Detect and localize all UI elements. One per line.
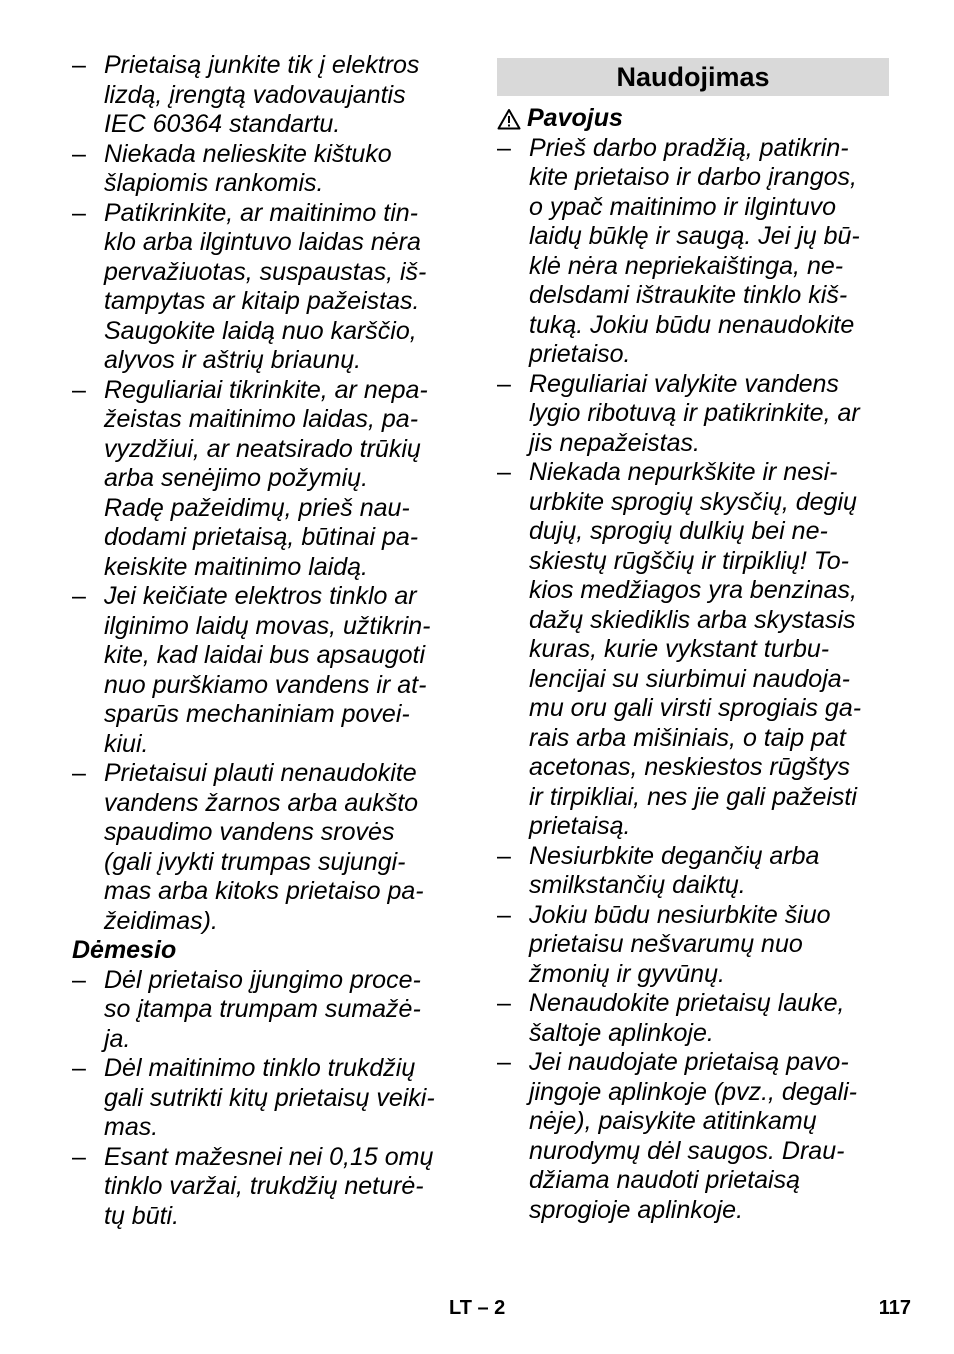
- right-column: [497, 58, 889, 1225]
- dash-bullet: –: [72, 1054, 86, 1082]
- list-item: [497, 989, 889, 1048]
- dash-bullet: –: [72, 198, 86, 227]
- dash-bullet: –: [497, 1048, 511, 1076]
- list-item: [72, 376, 464, 583]
- dash-bullet: –: [497, 458, 511, 486]
- dash-bullet: –: [72, 582, 86, 610]
- section-heading: Naudojimas: [497, 58, 889, 96]
- dash-bullet: –: [72, 51, 86, 79]
- left-column: [72, 51, 464, 1231]
- list-item: [497, 134, 889, 370]
- list-item: [72, 140, 464, 199]
- list-item-text: Prieš darbo pradžią, patikrin- kite prietaiso ir darbo įrangos, o ypač maitinimo ir ilgintuvo laidų būklę ir saugą. Jei jų bū- klė nėra nepriekaištinga, ne- delsdami ištraukite tinklo kiš- tuką. Jokiu būdu nenaudokite prietaiso.: [529, 133, 860, 368]
- list-item: [72, 51, 464, 140]
- right-list: [497, 134, 889, 1226]
- attention-heading: Dėmesio: [72, 936, 177, 964]
- list-item-text: Jei naudojate prietaisą pavo- jingoje aplinkoje (pvz., degali- nėje), paisykite atitinkamų nurodymų dėl saugos. Drau- džiama naudoti prietaisą sprogioje aplinkoje.: [529, 1048, 857, 1224]
- footer-section-code: LT – 2: [449, 1297, 506, 1319]
- dash-bullet: –: [497, 900, 511, 929]
- list-item-text: Esant mažesnei nei 0,15 omų tinklo varžai, trukdžių neturė- tų būti.: [104, 1142, 434, 1230]
- dash-bullet: –: [497, 133, 511, 162]
- list-item-text: Prietaisui plauti nenaudokite vandens žarnos arba aukšto spaudimo vandens srovės (gali įvykti trumpas sujungi- mas arba kitoks prietaiso pa- žeidimas).: [104, 759, 424, 935]
- list-item-text: Prietaisą junkite tik į elektros lizdą, įrengtą vadovaujantis IEC 60364 standartu.: [104, 51, 420, 138]
- left-list-a: [72, 51, 464, 936]
- list-item-text: Niekada nelieskite kištuko šlapiomis rankomis.: [104, 139, 392, 197]
- list-item: [72, 1054, 464, 1143]
- dash-bullet: –: [72, 375, 86, 404]
- list-item: [497, 370, 889, 459]
- danger-heading: [497, 104, 889, 134]
- list-item: [72, 582, 464, 759]
- list-item-text: Niekada nepurkškite ir nesi- urbkite sprogių skysčių, degių dujų, sprogių dulkių bei ne- skiestų rūgščių ir tirpiklių! To- kios medžiagos yra benzinas, dažų skiediklis arba skystasis kuras, kurie vykstant turbu- lencijai su siurbimui naudoja- mu oru gali virsti sprogiais ga- rais arba mišiniais, o taip pat acetonas, neskiestos rūgštys ir tirpikliai, nes jie gali pažeisti prietaisą.: [529, 458, 862, 840]
- list-item-text: Patikrinkite, ar maitinimo tin- klo arba ilgintuvo laidas nėra pervažiuotas, suspaustas, iš- tampytas ar kitaip pažeistas. Saugokite laidą nuo karščio, alyvos ir aštrių briaunų.: [104, 198, 427, 374]
- list-item-text: Dėl maitinimo tinklo trukdžių gali sutrikti kitų prietaisų veiki- mas.: [104, 1054, 435, 1141]
- list-item: [497, 458, 889, 842]
- list-item: [72, 759, 464, 936]
- dash-bullet: –: [497, 841, 511, 870]
- danger-heading-text: Pavojus: [527, 104, 623, 132]
- footer-page-number: 117: [878, 1297, 911, 1319]
- list-item-text: Dėl prietaiso įjungimo proce- so įtampa trumpam sumažė- ja.: [104, 965, 421, 1053]
- left-list-b: [72, 966, 464, 1232]
- dash-bullet: –: [72, 759, 86, 787]
- dash-bullet: –: [497, 989, 511, 1017]
- list-item-text: Reguliariai tikrinkite, ar nepa- žeistas maitinimo laidas, pa- vyzdžiui, ar neatsirado trūkių arba senėjimo požymių. Radę pažeidimų, prieš nau- dodami prietaisą, būtinai pa- keiskite maitinimo laidą.: [104, 375, 428, 581]
- dash-bullet: –: [72, 1142, 86, 1171]
- list-item: [497, 1048, 889, 1225]
- list-item: [497, 901, 889, 990]
- dash-bullet: –: [72, 139, 86, 168]
- dash-bullet: –: [497, 369, 511, 398]
- list-item-text: Jokiu būdu nesiurbkite šiuo prietaisu nešvarumų nuo žmonių ir gyvūnų.: [529, 900, 831, 988]
- warning-triangle-icon: [497, 108, 521, 130]
- list-item-text: Nenaudokite prietaisų lauke, šaltoje aplinkoje.: [529, 989, 845, 1047]
- list-item: [497, 842, 889, 901]
- list-item: [72, 966, 464, 1055]
- list-item-text: Nesiurbkite degančių arba smilkstančių daiktų.: [529, 841, 820, 899]
- list-item-text: Reguliariai valykite vandens lygio ribotuvą ir patikrinkite, ar jis nepažeistas.: [529, 369, 860, 457]
- dash-bullet: –: [72, 965, 86, 994]
- list-item: [72, 1143, 464, 1232]
- list-item: [72, 199, 464, 376]
- list-item-text: Jei keičiate elektros tinklo ar ilginimo laidų movas, užtikrin- kite, kad laidai bus apsaugoti nuo purškiamo vandens ir at- sparūs mechaniniam povei- kiui.: [104, 582, 431, 758]
